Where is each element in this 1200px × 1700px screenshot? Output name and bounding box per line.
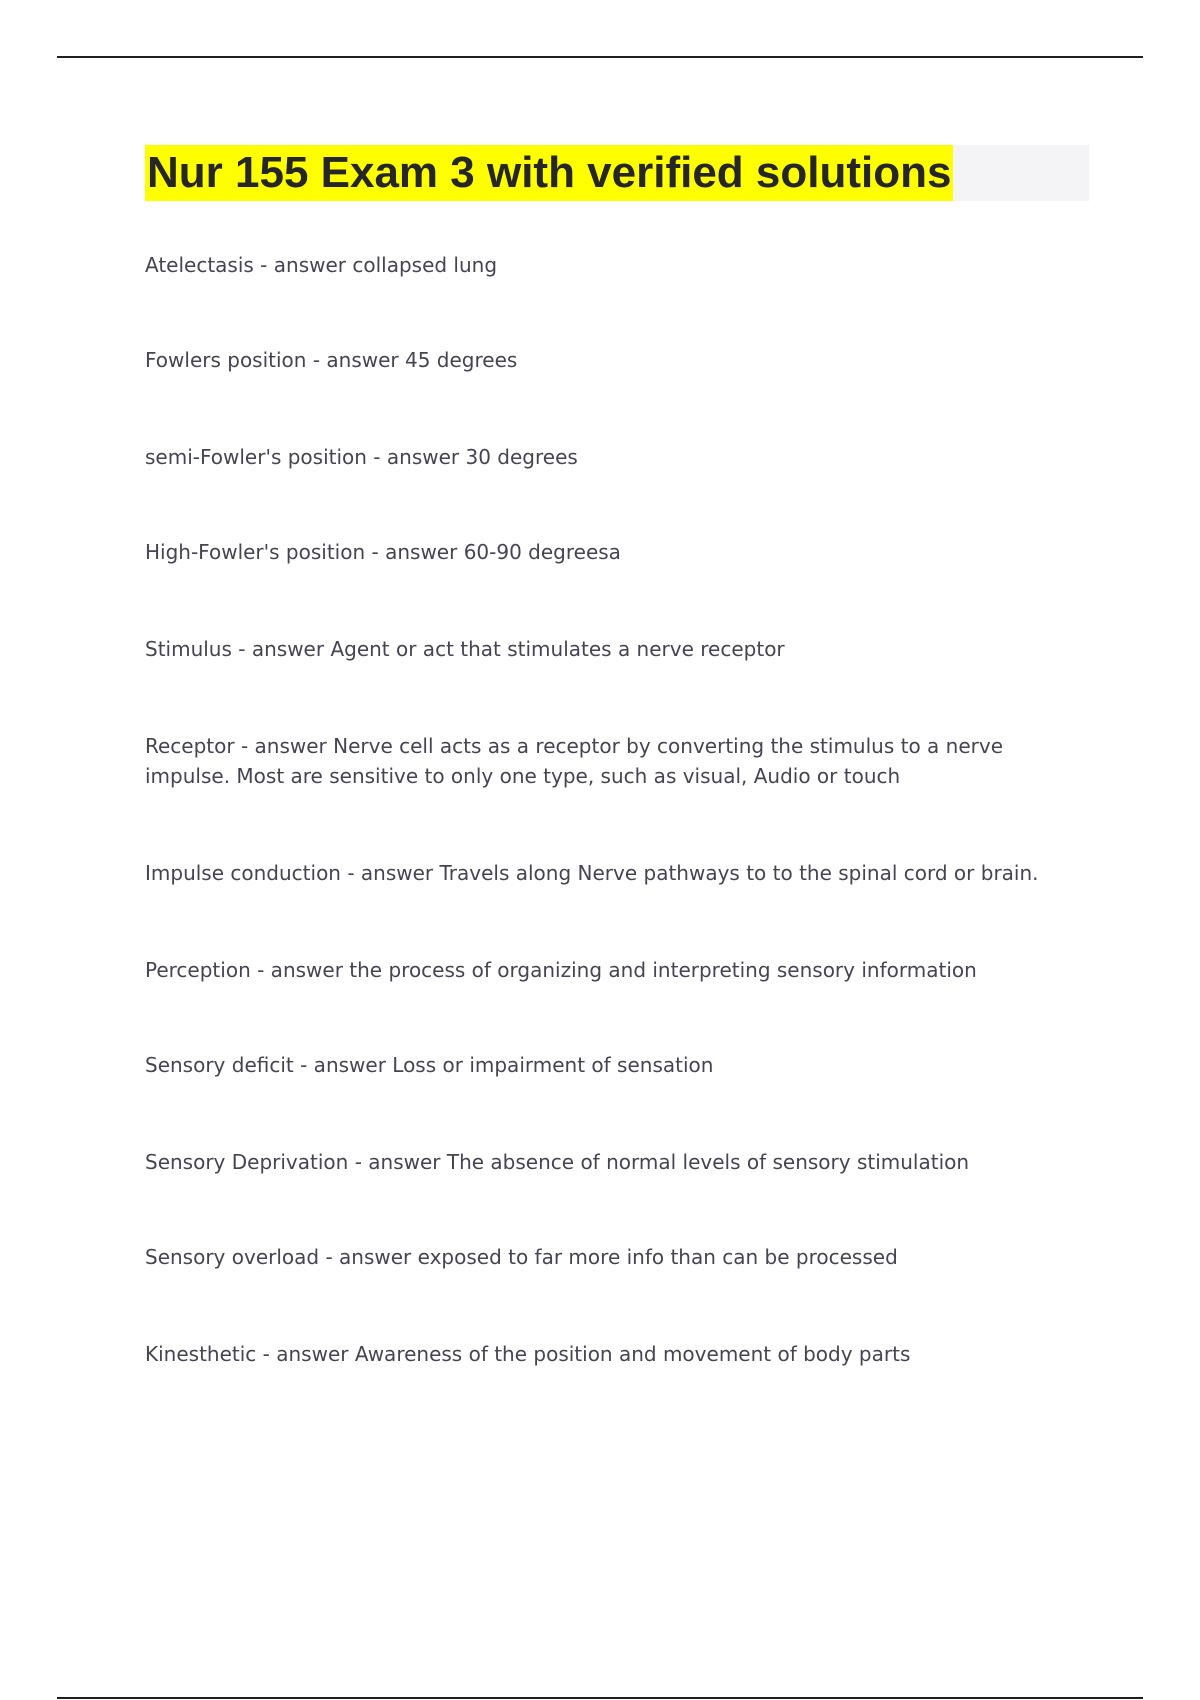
qa-answer: 60-90 degreesa: [463, 540, 621, 564]
qa-term: Kinesthetic: [145, 1342, 257, 1366]
qa-term: Fowlers position: [145, 348, 307, 372]
qa-separator: - answer: [366, 445, 466, 469]
qa-item: [145, 955, 1075, 985]
qa-answer: Agent or act that stimulates a nerve receptor: [330, 637, 785, 661]
qa-separator: - answer: [253, 253, 353, 277]
document-title: Nur 155 Exam 3 with verified solutions: [145, 145, 953, 201]
qa-term: semi-Fowler's position: [145, 445, 367, 469]
qa-answer: Travels along Nerve pathways to to the spinal cord or brain.: [439, 861, 1039, 885]
footer-rule: [57, 1697, 1143, 1699]
qa-term: Sensory deficit: [145, 1053, 294, 1077]
qa-term: Impulse conduction: [145, 861, 341, 885]
qa-answer: 30 degrees: [465, 445, 578, 469]
qa-term: Atelectasis: [145, 253, 254, 277]
qa-item: [145, 858, 1075, 888]
qa-answer: exposed to far more info than can be processed: [417, 1245, 898, 1269]
qa-answer: Loss or impairment of sensation: [392, 1053, 714, 1077]
qa-answer: 45 degrees: [405, 348, 518, 372]
qa-separator: - answer: [231, 637, 331, 661]
qa-item: [145, 537, 1075, 567]
qa-answer: Nerve cell acts as a receptor by converting the stimulus to a nerve impulse. Most are sensitive to only one type, such as visual, Audio or touch: [145, 734, 1004, 788]
qa-separator: - answer: [340, 861, 440, 885]
qa-separator: - answer: [348, 1150, 447, 1174]
qa-term: Stimulus: [145, 637, 232, 661]
qa-separator: - answer: [293, 1053, 393, 1077]
qa-item: [145, 345, 1075, 375]
qa-item: [145, 1050, 1075, 1080]
qa-separator: - answer: [365, 540, 464, 564]
qa-term: High-Fowler's position: [145, 540, 366, 564]
qa-item: [145, 442, 1075, 472]
qa-separator: - answer: [306, 348, 405, 372]
qa-term: Sensory overload: [145, 1245, 320, 1269]
qa-answer: The absence of normal levels of sensory stimulation: [446, 1150, 970, 1174]
qa-answer: Awareness of the position and movement of body parts: [354, 1342, 911, 1366]
qa-term: Sensory Deprivation: [145, 1150, 349, 1174]
qa-item: [145, 634, 1075, 664]
qa-item: [145, 1242, 1075, 1272]
qa-answer: collapsed lung: [352, 253, 498, 277]
qa-term: Receptor: [145, 734, 235, 758]
header-rule: [57, 56, 1143, 58]
qa-item: [145, 731, 1075, 791]
qa-separator: - answer: [319, 1245, 418, 1269]
qa-term: Perception: [145, 958, 251, 982]
qa-item: [145, 1147, 1075, 1177]
qa-item: [145, 250, 1075, 280]
qa-item: [145, 1339, 1075, 1369]
qa-separator: - answer: [234, 734, 334, 758]
qa-separator: - answer: [250, 958, 350, 982]
qa-separator: - answer: [256, 1342, 355, 1366]
qa-answer: the process of organizing and interpreting sensory information: [349, 958, 977, 982]
